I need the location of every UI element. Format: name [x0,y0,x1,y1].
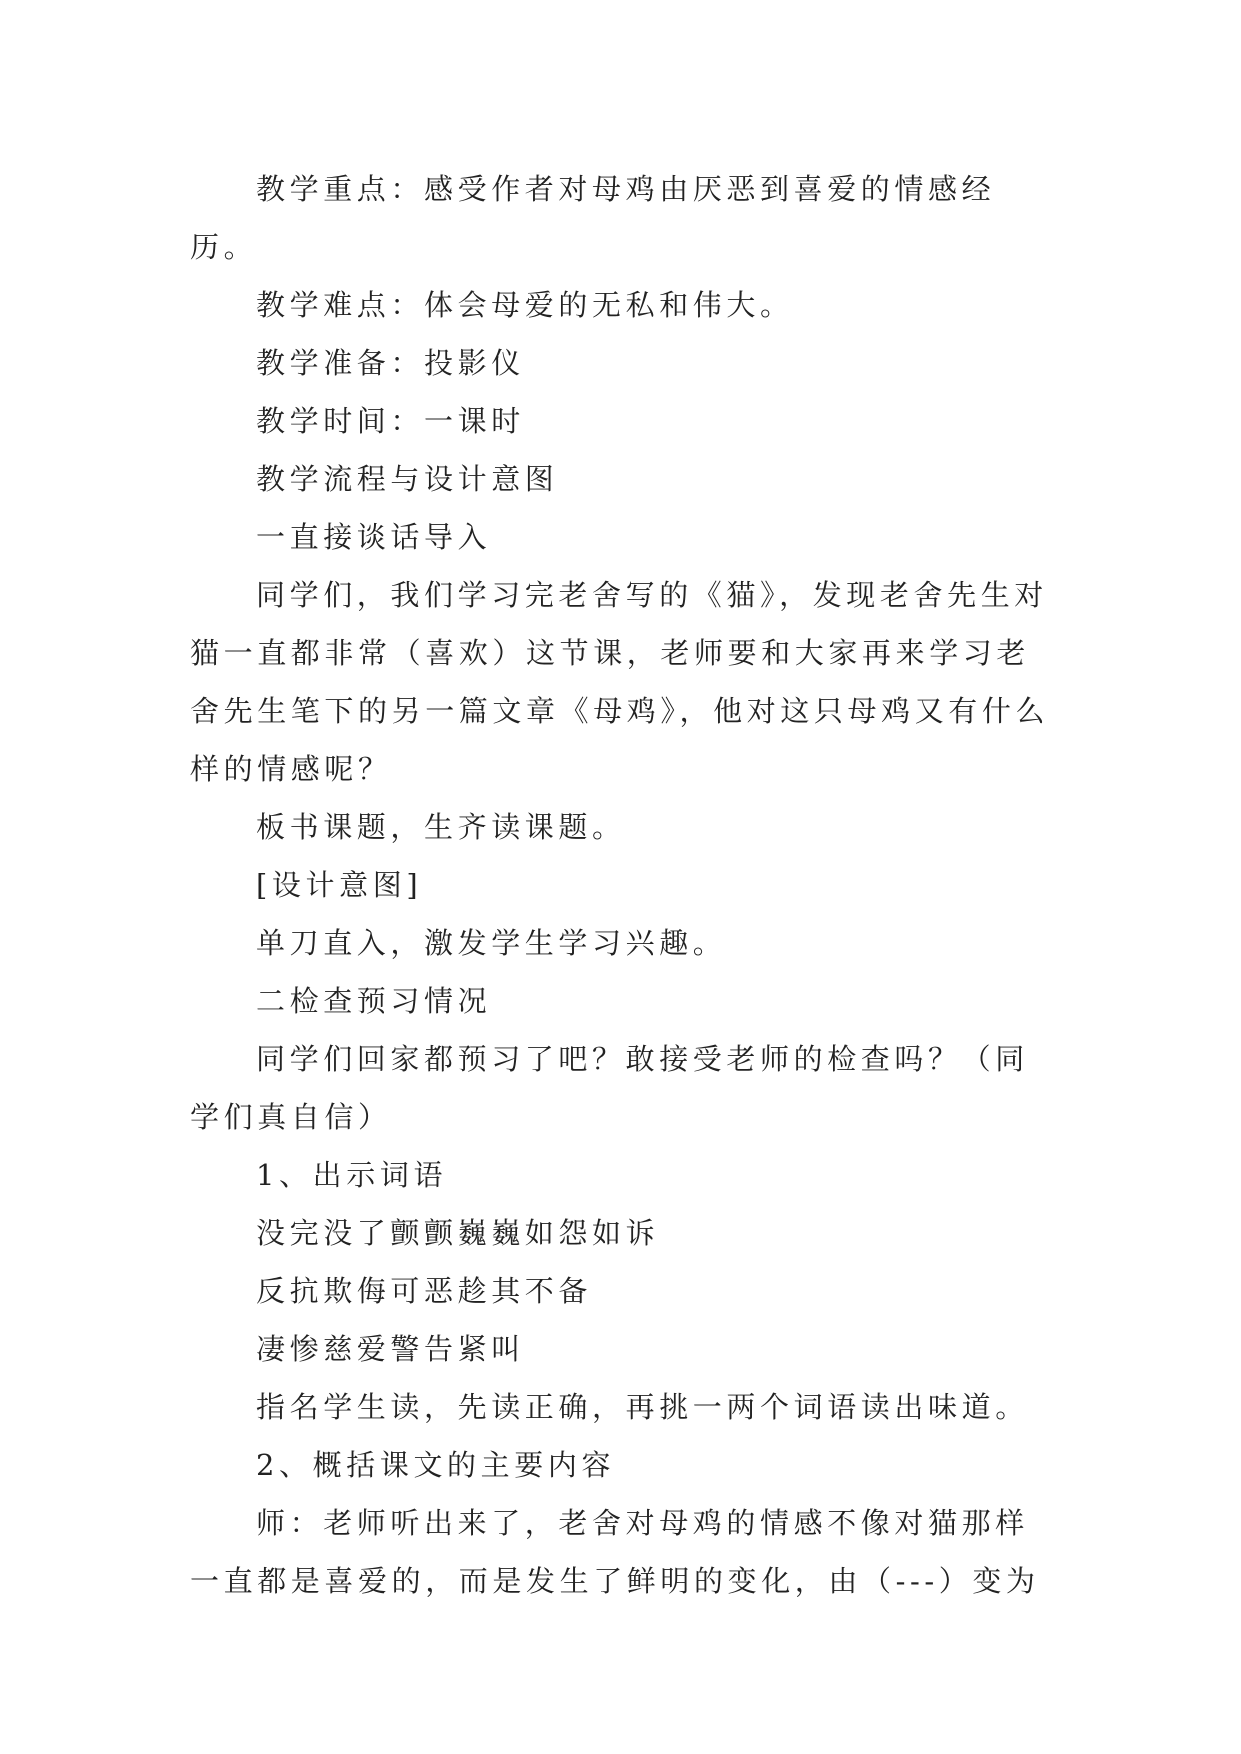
paragraph-preparation: 教学准备：投影仪 [256,346,525,380]
paragraph-key-point: 教学重点：感受作者对母鸡由厌恶到喜爱的情感经历。 [190,172,996,264]
paragraph-preview-question: 同学们回家都预习了吧？敢接受老师的检查吗？（同学们真自信） [190,1042,1029,1134]
paragraph-board-title: 板书课题，生齐读课题。 [256,810,626,844]
list-item-show-words: 1、出示词语 [256,1158,448,1192]
paragraph-design-intent: 单刀直入，激发学生学习兴趣。 [256,926,727,960]
paragraph-design-intent-label: [设计意图] [256,868,423,902]
section-heading-intro: 一直接谈话导入 [256,520,492,554]
paragraph-process-heading: 教学流程与设计意图 [256,462,559,496]
document-body [190,160,1050,1610]
word-group-1: 没完没了颤颤巍巍如怨如诉 [256,1216,660,1250]
word-group-3: 凄惨慈爱警告紧叫 [256,1332,525,1366]
section-heading-preview-check: 二检查预习情况 [256,984,492,1018]
paragraph-intro-talk: 同学们，我们学习完老舍写的《猫》，发现老舍先生对猫一直都非常（喜欢）这节课，老师要和大家再来学习老舍先生笔下的另一篇文章《母鸡》，他对这只母鸡又有什么样的情感呢？ [190,578,1050,786]
paragraph-reading-instruction: 指名学生读，先读正确，再挑一两个词语读出味道。 [256,1390,1029,1424]
paragraph-difficult-point: 教学难点：体会母爱的无私和伟大。 [256,288,794,322]
word-group-2: 反抗欺侮可恶趁其不备 [256,1274,593,1308]
list-item-summarize: 2、概括课文的主要内容 [256,1448,616,1482]
paragraph-time: 教学时间：一课时 [256,404,525,438]
paragraph-teacher-remark: 师：老师听出来了，老舍对母鸡的情感不像对猫那样一直都是喜爱的，而是发生了鲜明的变化，由（---）变为 [190,1506,1040,1598]
